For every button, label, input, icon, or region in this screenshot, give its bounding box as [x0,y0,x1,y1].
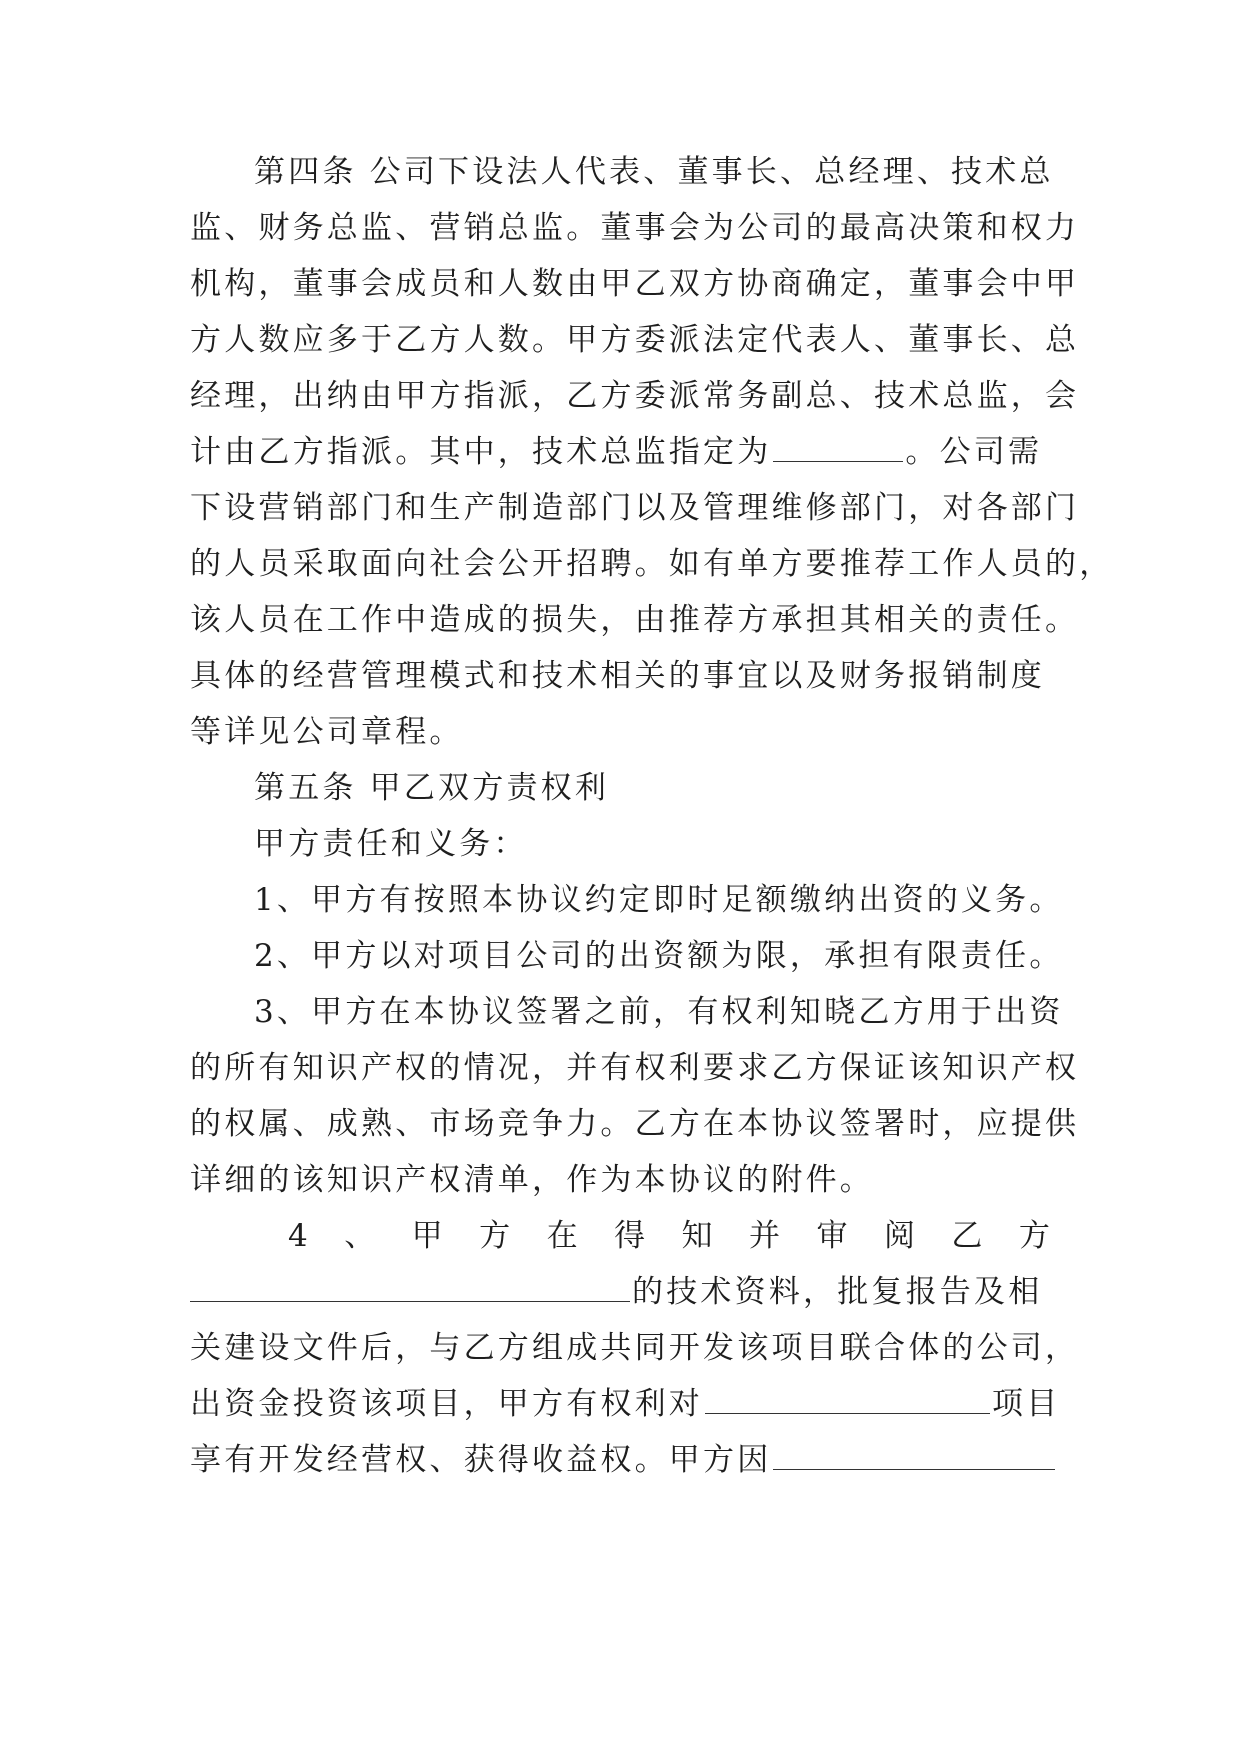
clause-2: 2、甲方以对项目公司的出资额为限，承担有限责任。 [254,938,1064,974]
article-4-line-11: 等详见公司章程。 [190,714,464,750]
article-4-line-6 [190,430,1042,474]
article-4-line-8: 的人员采取面向社会公开招聘。如有单方要推荐工作人员的， [190,546,1114,582]
article-4-line-6-tail: 。公司需 [905,434,1043,470]
article-4-line-7: 下设营销部门和生产制造部门以及管理维修部门，对各部门 [190,490,1080,526]
clause-3-line-1: 3、甲方在本协议签署之前，有权利知晓乙方用于出资 [254,994,1064,1030]
article-4-line-4: 方人数应多于乙方人数。甲方委派法定代表人、董事长、总 [190,322,1080,358]
clause-4-char: 甲 [411,1218,443,1254]
clause-4-line-4-text: 出资金投资该项目，甲方有权利对 [190,1386,703,1422]
clause-4-char: 知 [681,1218,713,1254]
article-5-heading: 第五条 甲乙双方责权利 [254,770,610,806]
article-4-line-5: 经理，出纳由甲方指派，乙方委派常务副总、技术总监，会 [190,378,1080,414]
clause-4-line-3: 关建设文件后，与乙方组成共同开发该项目联合体的公司， [190,1330,1080,1366]
clause-4-char: 得 [614,1218,646,1254]
clause-3-line-4: 详细的该知识产权清单，作为本协议的附件。 [190,1162,874,1198]
clause-4-line-5-text: 享有开发经营权、获得收益权。甲方因 [190,1442,772,1478]
clause-4-line-2-text: 的技术资料，批复报告及相 [632,1274,1043,1310]
fill-in-blank-tech-director [773,431,903,462]
article-4-line-2: 监、财务总监、营销总监。董事会为公司的最高决策和权力 [190,210,1080,246]
article-4-line-10: 具体的经营管理模式和技术相关的事宜以及财务报销制度 [190,658,1045,694]
article-4-line-1: 第四条 公司下设法人代表、董事长、总经理、技术总 [254,154,1054,190]
clause-4-line-5 [190,1438,1057,1482]
clause-4-line-1 [190,1214,1050,1258]
clause-4-char: 方 [1018,1218,1050,1254]
article-4-line-9: 该人员在工作中造成的损失，由推荐方承担其相关的责任。 [190,602,1080,638]
clause-3-line-3: 的权属、成熟、市场竞争力。乙方在本协议签署时，应提供 [190,1106,1080,1142]
fill-in-blank-project-name [190,1271,630,1302]
clause-4-char: 方 [479,1218,511,1254]
article-4-line-3: 机构，董事会成员和人数由甲乙双方协商确定，董事会中甲 [190,266,1080,302]
clause-4-char: 、 [344,1218,376,1254]
article-4-line-6-text: 计由乙方指派。其中，技术总监指定为 [190,434,772,470]
clause-1: 1、甲方有按照本协议约定即时足额缴纳出资的义务。 [254,882,1064,918]
clause-4-char: 阅 [883,1218,915,1254]
clause-3-line-2: 的所有知识产权的情况，并有权利要求乙方保证该知识产权 [190,1050,1080,1086]
clause-4-line-4-tail: 项目 [992,1386,1061,1422]
clause-4-char: 在 [546,1218,578,1254]
clause-4-line-4 [190,1382,1060,1426]
fill-in-blank-project [705,1383,990,1414]
clause-4-char: 审 [816,1218,848,1254]
clause-4-line-2 [190,1270,1042,1314]
clause-4-char: 4 [288,1218,308,1254]
clause-4-char: 乙 [951,1218,983,1254]
party-a-duties-heading: 甲方责任和义务： [254,826,528,862]
clause-4-char: 并 [749,1218,781,1254]
fill-in-blank-reason [773,1439,1055,1470]
